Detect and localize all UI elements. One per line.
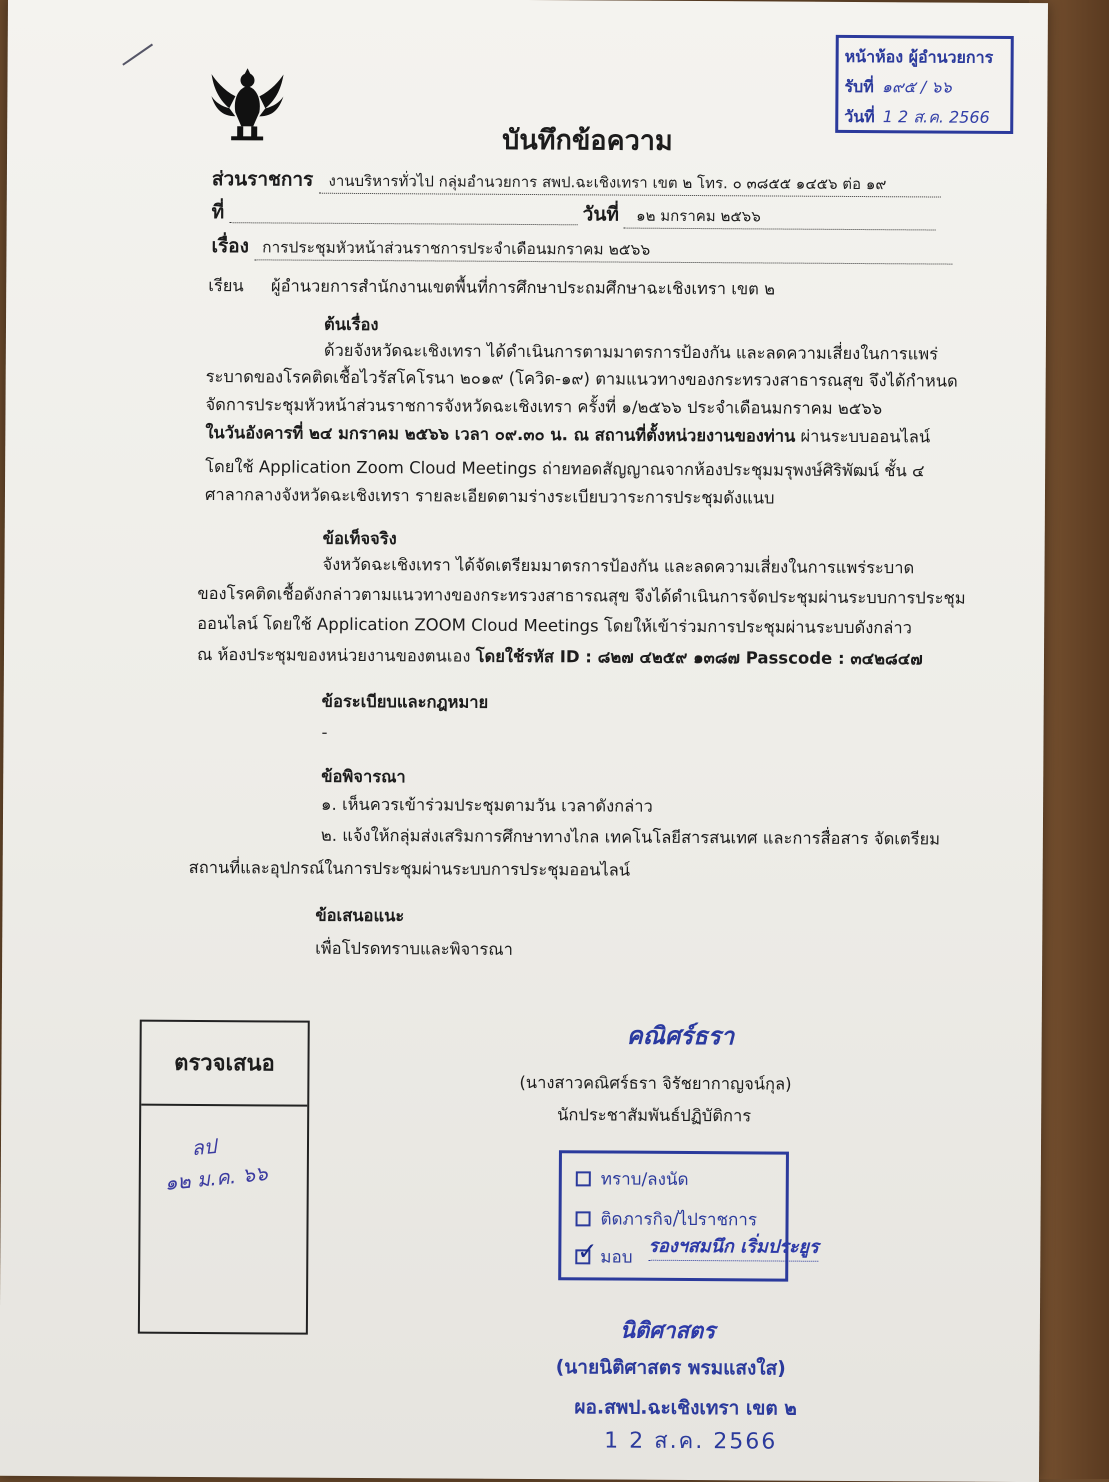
garuda-emblem-icon: [207, 66, 287, 144]
director-position: ผอ.สพป.ฉะเชิงเทรา เขต ๒: [574, 1396, 797, 1420]
review-initials: ลป: [190, 1133, 218, 1161]
date-label: วันที่: [582, 203, 619, 226]
signer-position: นักประชาสัมพันธ์ปฏิบัติการ: [557, 1105, 752, 1126]
doc-no-label: ที่: [211, 201, 225, 224]
fact-line-3: ออนไลน์ โดยใช้ Application ZOOM Cloud Meetings โดยให้เข้าร่วมการประชุมผ่านระบบดังกล่าว: [197, 613, 912, 638]
fact-heading: ข้อเท็จจริง: [322, 528, 397, 549]
rule-heading: ข้อระเบียบและกฎหมาย: [321, 691, 489, 712]
suggest-heading: ข้อเสนอแนะ: [315, 905, 405, 926]
memo-title: บันทึกข้อความ: [502, 124, 673, 157]
director-signature: นิติศาสตร: [619, 1318, 716, 1345]
option-busy: ติดภารกิจ/ไปราชการ: [600, 1209, 758, 1231]
consider-item-2: ๒. แจ้งให้กลุ่มส่งเสริมการศึกษาทางไกล เทคโนโลยีสารสนเทศ และการสื่อสาร จัดเตรียม: [320, 825, 941, 849]
director-name: (นายนิติศาสตร พรมแสงใส): [555, 1356, 786, 1380]
origin-line-3: จัดการประชุมหัวหน้าส่วนราชการจังหวัดฉะเชิงเทรา ครั้งที่ ๑/๒๕๖๖ ประจำเดือนมกราคม ๒๕๖๖: [205, 395, 883, 419]
review-box: [138, 1020, 310, 1335]
stamp-receive-value: ๑๙๕ / ๖๖: [881, 77, 952, 97]
consider-item-2-cont: สถานที่และอุปกรณ์ในการประชุมผ่านระบบการประชุมออนไลน์: [188, 857, 631, 880]
origin-line-2: ระบาดของโรคติดเชื้อไวรัสโคโรนา ๒๐๑๙ (โควิด-๑๙) ตามแนวทางของกระทรวงสาธารณสุข จึงได้กำหนด: [205, 367, 958, 391]
suggest-value: เพื่อโปรดทราบและพิจารณา: [315, 938, 513, 959]
stamp-receive-label: รับที่: [844, 76, 874, 97]
stamp-date-value: 1 2 ส.ค. 2566: [882, 107, 990, 127]
agency-value: งานบริหารทั่วไป กลุ่มอำนวยการ สพป.ฉะเชิงเทรา เขต ๒ โทร. ๐ ๓๘๕๕ ๑๔๕๖ ต่อ ๑๙: [318, 169, 940, 198]
agency-label: ส่วนราชการ: [211, 168, 314, 191]
pen-mark: [122, 44, 153, 66]
consider-item-1: ๑. เห็นควรเข้าร่วมประชุมตามวัน เวลาดังกล่าว: [321, 794, 653, 816]
date-value: ๑๒ มกราคม ๒๕๖๖: [624, 204, 936, 231]
director-date: 1 2 ส.ค. 2566: [604, 1428, 778, 1455]
meeting-datetime: ในวันอังคารที่ ๒๔ มกราคม ๒๕๖๖ เวลา ๐๙.๓๐ น. ณ สถานที่ตั้งหน่วยงานของท่าน: [205, 423, 796, 446]
assignee-handwritten: รองฯสมนึก เริ่มประยูร: [648, 1231, 819, 1262]
signer-name: (นางสาวคณิศร์ธรา จิรัชยากาญจน์กุล): [519, 1072, 792, 1094]
fact-line-2: ของโรคติดเชื้อดังกล่าวตามแนวทางของกระทรวงสาธารณสุข จึงได้ดำเนินการจัดประชุมผ่านระบบการประชุม: [197, 583, 966, 608]
review-date: ๑๒ ม.ค. ๖๖: [163, 1161, 269, 1196]
origin-line-6: ศาลากลางจังหวัดฉะเชิงเทรา รายละเอียดตามร่างระเบียบวาระการประชุมดังแนบ: [204, 485, 775, 508]
zoom-credentials: โดยใช้รหัส ID : ๘๒๗ ๔๒๕๙ ๑๓๘๗ Passcode : ๓๔๒๘๔๗: [475, 646, 923, 669]
doc-no-value: [229, 203, 577, 225]
fact-line-4: ณ ห้องประชุมของหน่วยงานของตนเอง: [196, 644, 476, 666]
meeting-online: ผ่านระบบออนไลน์: [795, 426, 931, 447]
review-note: [160, 1125, 269, 1199]
stamp-title: หน้าห้อง ผู้อำนวยการ: [844, 46, 994, 67]
fact-line-1: จังหวัดฉะเชิงเทรา ได้จัดเตรียมมาตรการป้องกัน และลดความเสี่ยงในการแพร่ระบาด: [322, 554, 915, 578]
rule-value: -: [321, 722, 328, 742]
option-acknowledge: ทราบ/ลงนัด: [600, 1169, 689, 1191]
origin-heading: ต้นเรื่อง: [323, 314, 379, 335]
order-stamp-box: [558, 1150, 789, 1281]
origin-line-1: ด้วยจังหวัดฉะเชิงเทรา ได้ดำเนินการตามมาตรการป้องกัน และลดความเสี่ยงในการแพร่: [323, 340, 939, 364]
checkbox-busy: [576, 1211, 591, 1226]
review-heading: ตรวจเสนอ: [141, 1022, 308, 1107]
option-assign: มอบ: [600, 1247, 633, 1268]
checkbox-assign-checked: ✓: [577, 1237, 598, 1266]
consider-heading: ข้อพิจารณา: [321, 766, 406, 787]
to-value: ผู้อำนวยการสำนักงานเขตพื้นที่การศึกษาประถมศึกษาฉะเชิงเทรา เขต ๒: [270, 276, 776, 299]
to-label: เรียน: [208, 276, 244, 296]
receipt-stamp: [835, 35, 1014, 134]
origin-line-5: โดยใช้ Application Zoom Cloud Meetings ถ่ายทอดสัญญาณจากห้องประชุมมรุพงษ์ศิริพัฒน์ ชั้น ๔: [205, 457, 925, 481]
handwritten-signature: คณิศร์ธรา: [626, 1021, 735, 1051]
subject-label: เรื่อง: [211, 235, 249, 258]
subject-value: การประชุมหัวหน้าส่วนราชการประจำเดือนมกราคม ๒๕๖๖: [254, 234, 952, 264]
stamp-date-label: วันที่: [844, 106, 875, 127]
checkbox-acknowledge: [576, 1171, 591, 1186]
